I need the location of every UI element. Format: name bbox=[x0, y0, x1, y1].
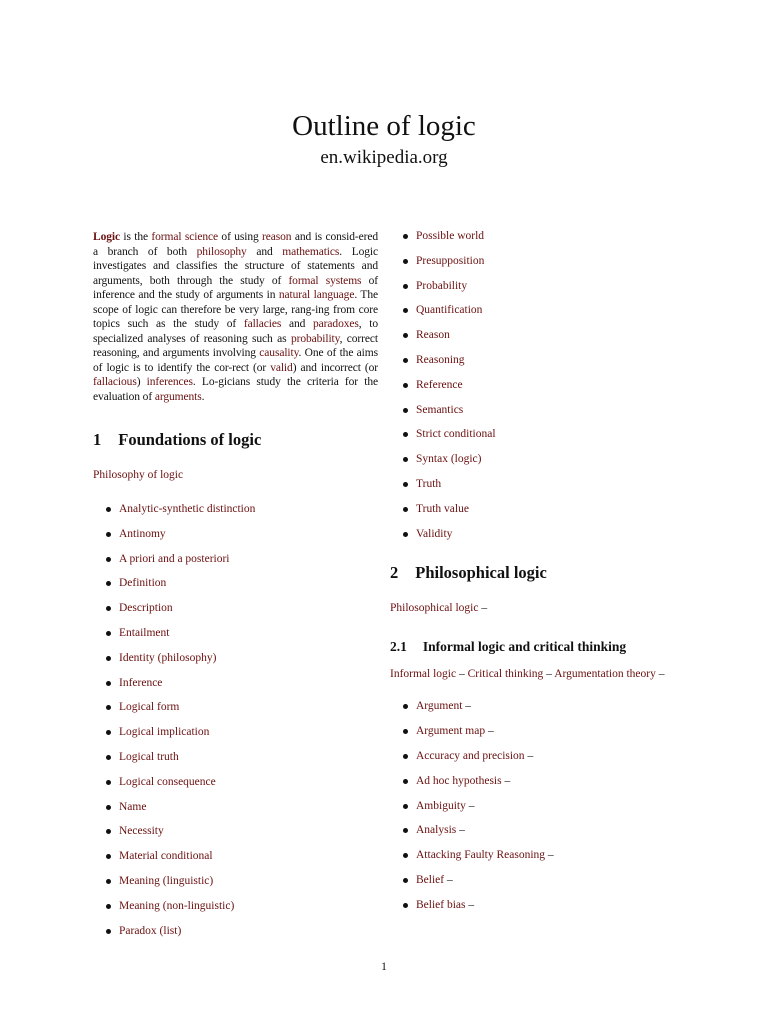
formal-science-link[interactable]: formal science bbox=[151, 231, 219, 243]
list-item bbox=[93, 651, 378, 676]
fallacious-link[interactable]: fallacious bbox=[93, 376, 137, 388]
name-link[interactable]: Name bbox=[119, 800, 147, 813]
logic-link[interactable]: Logic bbox=[93, 231, 120, 243]
section2_1-links-text: – bbox=[655, 668, 665, 681]
philosophy-link[interactable]: philosophy bbox=[196, 245, 247, 258]
section2_1-links-text: – bbox=[456, 668, 468, 681]
dash: – bbox=[545, 849, 554, 862]
list-item bbox=[390, 229, 685, 254]
antinomy-link[interactable]: Antinomy bbox=[119, 527, 166, 540]
section-title: Foundations of logic bbox=[118, 430, 262, 449]
argument-map-link[interactable]: Argument map bbox=[416, 725, 486, 738]
section-1-main-article bbox=[93, 468, 378, 482]
intro-text: and bbox=[246, 245, 283, 258]
probability-link[interactable]: Probability bbox=[416, 279, 468, 292]
list-item bbox=[93, 601, 378, 626]
syntax-logic-link[interactable]: Syntax (logic) bbox=[416, 453, 482, 466]
list-item bbox=[93, 750, 378, 775]
intro-text: ) bbox=[136, 376, 147, 388]
definition-link[interactable]: Definition bbox=[119, 577, 167, 590]
section-title: Philosophical logic bbox=[415, 563, 547, 583]
philosophical-logic-link[interactable]: Philosophical logic bbox=[390, 602, 479, 615]
reasoning-link[interactable]: Reasoning bbox=[416, 353, 465, 366]
ambiguity-link[interactable]: Ambiguity bbox=[416, 799, 466, 812]
argumentation-theory-link[interactable]: Argumentation theory bbox=[554, 668, 656, 681]
list-item bbox=[93, 800, 378, 825]
intro-text: . Lo-gicians study the criteria for the evaluation of bbox=[93, 376, 379, 403]
section-title: Informal logic and critical thinking bbox=[422, 639, 627, 655]
list-item bbox=[390, 378, 685, 403]
list-item bbox=[390, 749, 685, 774]
list-item bbox=[390, 724, 685, 749]
logical-truth-link[interactable]: Logical truth bbox=[119, 750, 179, 763]
necessity-link[interactable]: Necessity bbox=[119, 825, 164, 838]
section-2-1-links bbox=[390, 667, 685, 681]
dash: – bbox=[444, 873, 453, 886]
reference-link[interactable]: Reference bbox=[416, 378, 463, 391]
logical-form-link[interactable]: Logical form bbox=[119, 701, 180, 714]
section-2-heading bbox=[390, 563, 685, 583]
list-item bbox=[390, 353, 685, 378]
right-column bbox=[390, 229, 685, 923]
a-priori-and-a-posteriori-link[interactable]: A priori and a posteriori bbox=[119, 552, 230, 565]
fallacies-link[interactable]: fallacies bbox=[243, 318, 282, 330]
inferences-link[interactable]: inferences bbox=[146, 376, 193, 388]
argument-link[interactable]: Argument bbox=[416, 700, 463, 713]
paradox-list-link[interactable]: Paradox (list) bbox=[119, 924, 182, 937]
semantics-link[interactable]: Semantics bbox=[416, 403, 464, 416]
list-item bbox=[93, 626, 378, 651]
strict-conditional-link[interactable]: Strict conditional bbox=[416, 428, 496, 441]
dash: – bbox=[456, 824, 465, 837]
list-item bbox=[93, 700, 378, 725]
list-item bbox=[93, 899, 378, 924]
belief-link[interactable]: Belief bbox=[416, 873, 445, 886]
intro-text: of using bbox=[218, 231, 263, 243]
intro-text: and bbox=[281, 318, 314, 330]
list-item bbox=[93, 552, 378, 577]
list-item bbox=[93, 502, 378, 527]
list-item bbox=[390, 477, 685, 502]
formal-systems-link[interactable]: formal systems bbox=[288, 274, 362, 287]
dash: – bbox=[465, 898, 475, 911]
list-item bbox=[390, 452, 685, 477]
meaning-linguistic-link[interactable]: Meaning (linguistic) bbox=[119, 874, 214, 887]
identity-philosophy-link[interactable]: Identity (philosophy) bbox=[119, 651, 217, 664]
valid-link[interactable]: valid bbox=[270, 361, 293, 374]
section-2-1-heading bbox=[390, 639, 685, 655]
logical-implication-link[interactable]: Logical implication bbox=[119, 726, 210, 739]
page-number: 1 bbox=[381, 961, 387, 973]
list-item bbox=[390, 427, 685, 452]
intro-text: , correct reasoning, and arguments involving bbox=[93, 332, 378, 359]
list-item bbox=[390, 823, 685, 848]
philosophy-of-logic-link[interactable]: Philosophy of logic bbox=[93, 469, 184, 481]
paradoxes-link[interactable]: paradoxes bbox=[313, 318, 359, 330]
list-item bbox=[93, 924, 378, 949]
foundations-list bbox=[93, 502, 378, 948]
quantification-link[interactable]: Quantification bbox=[416, 304, 483, 317]
logical-consequence-link[interactable]: Logical consequence bbox=[119, 775, 216, 788]
intro-text: is the bbox=[119, 231, 152, 243]
dash: – bbox=[465, 799, 475, 812]
list-item bbox=[93, 527, 378, 552]
informal-logic-link[interactable]: Informal logic bbox=[390, 668, 457, 681]
list-item bbox=[390, 699, 685, 724]
presupposition-link[interactable]: Presupposition bbox=[416, 254, 485, 267]
intro-text: . bbox=[201, 390, 205, 403]
dash: – bbox=[524, 749, 534, 762]
material-conditional-link[interactable]: Material conditional bbox=[119, 850, 213, 863]
probability-link[interactable]: probability bbox=[290, 332, 340, 345]
list-item bbox=[390, 898, 685, 923]
list-item bbox=[93, 725, 378, 750]
page-title: Outline of logic bbox=[292, 110, 476, 142]
list-item bbox=[93, 824, 378, 849]
section2_1-links-text: – bbox=[543, 668, 555, 681]
section-number: 1 bbox=[93, 430, 102, 449]
belief-bias-link[interactable]: Belief bias bbox=[416, 898, 466, 911]
intro-text: and is consid-ered a branch of both bbox=[93, 231, 378, 258]
list-item bbox=[390, 799, 685, 824]
reason-link[interactable]: reason bbox=[262, 231, 292, 243]
list-item bbox=[390, 279, 685, 304]
dash: – bbox=[501, 774, 511, 787]
intro-text: . Logic investigates and classifies the structure of statements and arguments, both through the study of bbox=[93, 245, 379, 287]
ad-hoc-hypothesis-link[interactable]: Ad hoc hypothesis bbox=[416, 774, 502, 787]
dash: – bbox=[485, 725, 494, 738]
section-number: 2 bbox=[390, 563, 399, 583]
validity-link[interactable]: Validity bbox=[416, 527, 453, 540]
dash: – bbox=[462, 700, 472, 713]
reason-link[interactable]: Reason bbox=[416, 329, 450, 342]
list-item bbox=[390, 527, 685, 552]
informal-logic-list bbox=[390, 699, 685, 922]
truth-link[interactable]: Truth bbox=[416, 477, 442, 490]
causality-link[interactable]: causality bbox=[259, 347, 299, 359]
meaning-non-linguistic-link[interactable]: Meaning (non-linguistic) bbox=[119, 899, 235, 912]
foundations-list-continued bbox=[390, 229, 685, 551]
critical-thinking-link[interactable]: Critical thinking bbox=[467, 668, 544, 681]
possible-world-link[interactable]: Possible world bbox=[416, 230, 485, 242]
list-item bbox=[390, 502, 685, 527]
section-1-heading bbox=[93, 430, 378, 450]
arguments-link[interactable]: arguments bbox=[154, 390, 202, 403]
list-item bbox=[390, 328, 685, 353]
list-item bbox=[390, 774, 685, 799]
list-item bbox=[93, 849, 378, 874]
entailment-link[interactable]: Entailment bbox=[119, 626, 170, 639]
attacking-faulty-reasoning-link[interactable]: Attacking Faulty Reasoning bbox=[416, 849, 546, 862]
analysis-link[interactable]: Analysis bbox=[416, 824, 457, 837]
list-item bbox=[390, 873, 685, 898]
list-item bbox=[390, 848, 685, 873]
intro-text: , to specialized analyses of reasoning such as bbox=[93, 318, 378, 345]
list-item bbox=[93, 775, 378, 800]
mathematics-link[interactable]: mathematics bbox=[282, 245, 340, 258]
section-number: 2.1 bbox=[390, 639, 407, 655]
page-subtitle: en.wikipedia.org bbox=[320, 147, 448, 168]
list-item bbox=[390, 403, 685, 428]
accuracy-and-precision-link[interactable]: Accuracy and precision bbox=[416, 749, 525, 762]
description-link[interactable]: Description bbox=[119, 602, 173, 615]
list-item bbox=[93, 874, 378, 899]
intro-text: . One of the aims of logic is to identify the cor-rect (or bbox=[93, 347, 378, 374]
intro-text: . The scope of logic can therefore be very large, rang-ing from core topics such as the study of bbox=[93, 289, 378, 330]
natural-language-link[interactable]: natural language bbox=[278, 289, 355, 301]
inference-link[interactable]: Inference bbox=[119, 676, 163, 689]
intro-text: of inference and the study of arguments in bbox=[93, 274, 379, 301]
list-item bbox=[93, 576, 378, 601]
section-2-main-article: Philosophical logic – bbox=[390, 602, 488, 615]
truth-value-link[interactable]: Truth value bbox=[416, 502, 469, 515]
list-item bbox=[390, 303, 685, 328]
analytic-synthetic-distinction-link[interactable]: Analytic-synthetic distinction bbox=[119, 503, 256, 515]
list-item bbox=[390, 254, 685, 279]
left-column bbox=[93, 230, 378, 948]
intro-text: ) and incorrect (or bbox=[292, 361, 378, 374]
intro-paragraph bbox=[93, 230, 378, 404]
list-item bbox=[93, 676, 378, 701]
